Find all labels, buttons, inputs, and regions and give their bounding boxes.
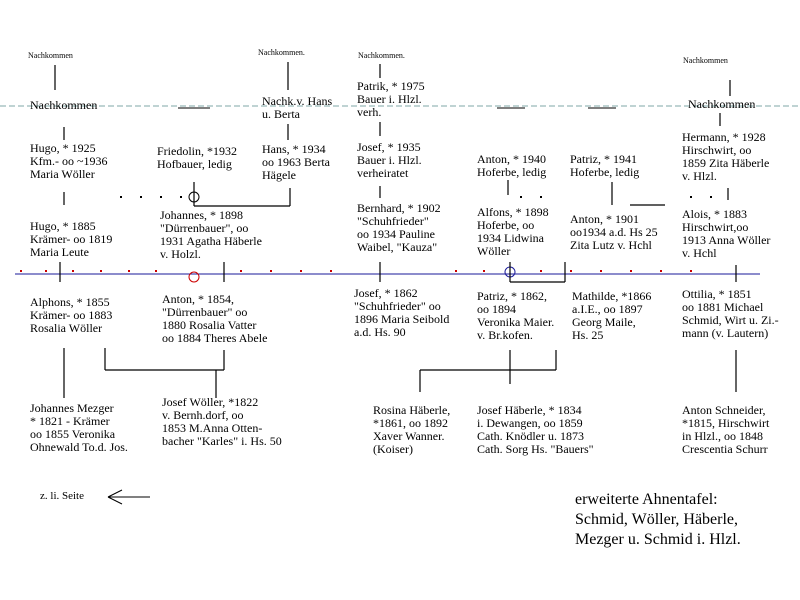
chart-caption: erweiterte Ahnentafel: Schmid, Wöller, Häberle, Mezger u. Schmid i. Hlzl. [575, 491, 741, 548]
header-label: Nachkommen [28, 51, 73, 60]
person-nachkommen-right: Nachkommen [688, 97, 756, 111]
person-anton-schneider: Anton Schneider, *1815, Hirschwirt in Hlzl., oo 1848 Crescentia Schurr [682, 403, 770, 456]
person-josef-1862: Josef, * 1862 "Schuhfrieder" oo 1896 Maria Seibold a.d. Hs. 90 [354, 286, 450, 339]
person-nachkommen-left: Nachkommen [30, 98, 98, 112]
person-josef-haeberle-1834: Josef Häberle, * 1834 i. Dewangen, oo 1859 Cath. Knödler u. 1873 Cath. Sorg Hs. "Bauers" [477, 403, 594, 456]
person-anton-1940: Anton, * 1940 Hoferbe, ledig [477, 152, 547, 179]
person-hugo-1925: Hugo, * 1925 Kfm.- oo ~1936 Maria Wöller [30, 141, 108, 181]
person-alois-1883: Alois, * 1883 Hirschwirt,oo 1913 Anna Wöller v. Hchl [682, 207, 771, 260]
person-hans-1934: Hans, * 1934 oo 1963 Berta Hägele [262, 142, 330, 182]
divider-dotted-upper [120, 196, 712, 198]
person-patrik: Patrik, * 1975 Bauer i. Hlzl. verh. [357, 79, 425, 119]
person-alfons-1898: Alfons, * 1898 Hoferbe, oo 1934 Lidwina Wöller [477, 205, 549, 258]
person-johannes-1898: Johannes, * 1898 "Dürrenbauer", oo 1931 Agatha Häberle v. Holzl. [160, 208, 262, 261]
left-arrow-icon [108, 490, 150, 504]
person-rosina-1861: Rosina Häberle, *1861, oo 1892 Xaver Wanner. (Koiser) [373, 403, 451, 456]
person-nachk-hans: Nachk.v. Hans u. Berta [262, 94, 333, 121]
person-mathilde-1866: Mathilde, *1866 a.I.E., oo 1897 Georg Maile, Hs. 25 [572, 289, 652, 342]
header-label: Nachkommen [683, 56, 728, 65]
person-hermann-1928: Hermann, * 1928 Hirschwirt, oo 1859 Zita Häberle v. Hlzl. [682, 130, 770, 183]
person-johannes-mezger: Johannes Mezger * 1821 - Krämer oo 1855 Veronika Ohnewald To.d. Jos. [30, 401, 128, 454]
person-patriz-1941: Patriz, * 1941 Hoferbe, ledig [570, 152, 640, 179]
person-friedolin: Friedolin, *1932 Hofbauer, ledig [157, 144, 237, 171]
nav-left-page-link[interactable]: z. li. Seite [40, 490, 84, 502]
person-alphons-1855: Alphons, * 1855 Krämer- oo 1883 Rosalia Wöller [30, 295, 113, 335]
person-josef-1935: Josef, * 1935 Bauer i. Hlzl. verheiratet [357, 140, 422, 180]
header-label: Nachkommen. [258, 48, 305, 57]
header-label: Nachkommen. [358, 51, 405, 60]
person-anton-1854: Anton, * 1854, "Dürrenbauer" oo 1880 Rosalia Vatter oo 1884 Theres Abele [162, 292, 268, 345]
person-anton-1901: Anton, * 1901 oo1934 a.d. Hs 25 Zita Lutz v. Hchl [570, 212, 658, 252]
person-ottilia-1851: Ottilia, * 1851 oo 1881 Michael Schmid, Wirt u. Zi.- mann (v. Lautern) [682, 287, 779, 340]
divider-red-dots [20, 270, 692, 272]
person-hugo-1885: Hugo, * 1885 Krämer- oo 1819 Maria Leute [30, 219, 113, 259]
person-bernhard-1902: Bernhard, * 1902 "Schuhfrieder" oo 1934 Pauline Waibel, "Kauza" [357, 201, 441, 254]
person-patriz-1862: Patriz, * 1862, oo 1894 Veronika Maier. v. Br.kofen. [477, 289, 555, 342]
person-josef-woeller-1822: Josef Wöller, *1822 v. Bernh.dorf, oo 1853 M.Anna Otten- bacher "Karles" i. Hs. 50 [162, 395, 282, 448]
